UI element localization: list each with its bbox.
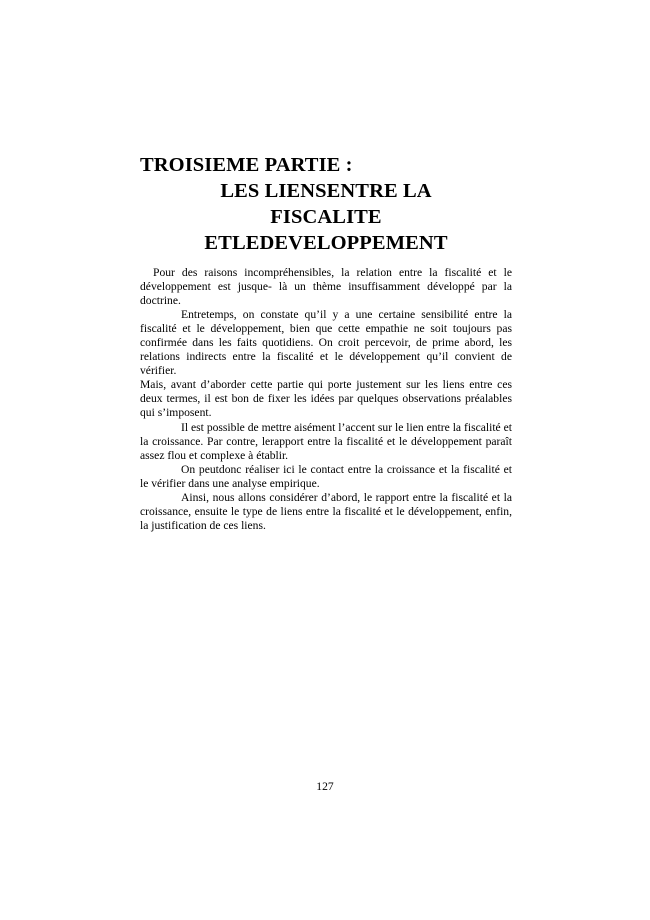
page-title-line-4: ETLEDEVELOPPEMENT <box>204 232 448 254</box>
page-number: 127 <box>316 780 334 793</box>
body-text <box>140 266 512 533</box>
page-content <box>140 152 512 533</box>
body-paragraph: Il est possible de mettre aisément l’accent sur le lien entre la fiscalité et la croissance. Par contre, lerapport entre la fiscalité et le développement paraît assez flou et complexe à établir. <box>140 420 512 462</box>
page-title-line-3: FISCALITE <box>270 206 382 228</box>
page-title-line-1: TROISIEME PARTIE : <box>140 154 353 176</box>
page-title <box>140 152 512 256</box>
body-paragraph: On peutdonc réaliser ici le contact entre la croissance et la fiscalité et le vérifier dans une analyse empirique. <box>140 462 512 490</box>
page-title-line-2: LES LIENSENTRE LA <box>220 180 432 202</box>
body-paragraph: Pour des raisons incompréhensibles, la relation entre la fiscalité et le développement est jusque- là un thème insuffisamment développé par la doctrine. <box>140 266 512 308</box>
body-paragraph: Entretemps, on constate qu’il y a une certaine sensibilité entre la fiscalité et le développement, bien que cette empathie ne soit toujours pas confirmée dans les faits quotidiens. On croit percevoir, de prime abord, les relations indirects entre la fiscalité et le développement qu’il convient de vérifier. <box>140 308 512 378</box>
body-paragraph: Ainsi, nous allons considérer d’abord, le rapport entre la fiscalité et la croissance, ensuite le type de liens entre la fiscalité et le développement, enfin, la justification de ces liens. <box>140 490 512 532</box>
body-paragraph: Mais, avant d’aborder cette partie qui porte justement sur les liens entre ces deux termes, il est bon de fixer les idées par quelques observations préalables qui s’imposent. <box>140 378 512 420</box>
